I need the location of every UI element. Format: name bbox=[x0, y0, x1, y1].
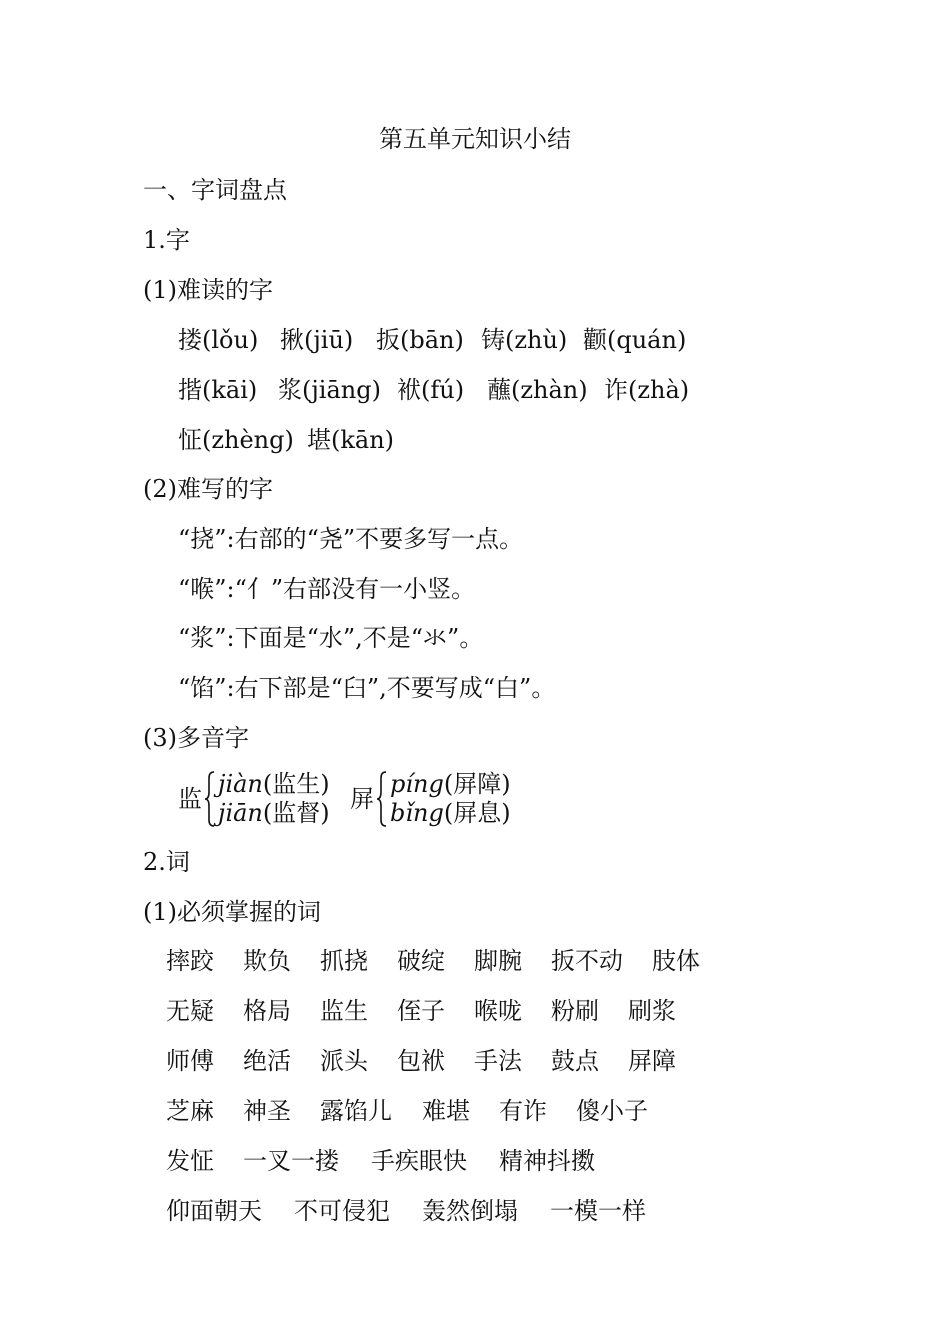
hard-read-item: 颧(quán) bbox=[583, 326, 687, 354]
word-item: 发怔 bbox=[166, 1147, 214, 1175]
example-word: (监生) bbox=[262, 770, 330, 798]
word-item: 屏障 bbox=[628, 1047, 676, 1075]
hard-write-note: “浆”:下面是“水”,不是“氺”。 bbox=[178, 624, 484, 652]
word-item: 抓挠 bbox=[320, 947, 368, 975]
word-item: 侄子 bbox=[397, 997, 445, 1025]
hard-read-item: 蘸(zhàn) bbox=[487, 376, 588, 404]
subsection-heading-characters: 1.字 bbox=[143, 226, 190, 254]
hard-read-item: 诈(zhà) bbox=[604, 376, 690, 404]
hard-write-note: “喉”:“亻”右部没有一小竖。 bbox=[178, 575, 476, 603]
polyphonic-group bbox=[350, 770, 511, 828]
heading-must-master: (1)必须掌握的词 bbox=[143, 898, 321, 926]
word-item: 摔跤 bbox=[166, 947, 214, 975]
word-item: 扳不动 bbox=[551, 947, 623, 975]
word-item: 派头 bbox=[320, 1047, 368, 1075]
page-title: 第五单元知识小结 bbox=[379, 125, 571, 153]
word-item: 手法 bbox=[474, 1047, 522, 1075]
example-word: (屏障) bbox=[443, 770, 511, 798]
word-item: 破绽 bbox=[397, 947, 445, 975]
word-row bbox=[166, 1146, 595, 1176]
hard-read-item: 铸(zhù) bbox=[481, 326, 568, 354]
word-item: 手疾眼快 bbox=[371, 1147, 467, 1175]
word-item: 精神抖擞 bbox=[499, 1147, 595, 1175]
polyphonic-reading bbox=[218, 799, 330, 828]
heading-hard-to-write: (2)难写的字 bbox=[143, 475, 273, 503]
word-item: 一叉一搂 bbox=[243, 1147, 339, 1175]
word-item: 粉刷 bbox=[551, 997, 599, 1025]
word-item: 鼓点 bbox=[551, 1047, 599, 1075]
pinyin: bǐng bbox=[390, 799, 444, 827]
hard-read-row bbox=[178, 375, 689, 405]
curly-brace-icon bbox=[204, 770, 216, 828]
section-heading-vocabulary: 一、字词盘点 bbox=[143, 176, 287, 204]
hard-write-note: “馅”:右下部是“臼”,不要写成“白”。 bbox=[178, 674, 556, 702]
word-item: 师傅 bbox=[166, 1047, 214, 1075]
hard-read-item: 揩(kāi) bbox=[178, 376, 258, 404]
word-item: 一模一样 bbox=[550, 1197, 646, 1225]
polyphonic-group bbox=[178, 770, 330, 828]
polyphonic-reading bbox=[390, 799, 511, 828]
hard-read-item: 搂(lǒu) bbox=[178, 326, 259, 354]
polyphonic-char: 屏 bbox=[350, 785, 374, 813]
word-item: 傻小子 bbox=[576, 1097, 648, 1125]
word-item: 欺负 bbox=[243, 947, 291, 975]
word-item: 包袱 bbox=[397, 1047, 445, 1075]
heading-hard-to-read: (1)难读的字 bbox=[143, 276, 273, 304]
polyphonic-reading bbox=[218, 770, 330, 799]
word-item: 仰面朝天 bbox=[166, 1197, 262, 1225]
word-item: 露馅儿 bbox=[320, 1097, 392, 1125]
word-item: 芝麻 bbox=[166, 1097, 214, 1125]
example-word: (监督) bbox=[262, 799, 330, 827]
heading-polyphonic: (3)多音字 bbox=[143, 724, 249, 752]
word-item: 有诈 bbox=[499, 1097, 547, 1125]
hard-read-row bbox=[178, 425, 394, 455]
hard-write-note: “挠”:右部的“尧”不要多写一点。 bbox=[178, 525, 524, 553]
example-word: (屏息) bbox=[443, 799, 511, 827]
hard-read-item: 堪(kān) bbox=[307, 426, 395, 454]
word-item: 肢体 bbox=[652, 947, 700, 975]
word-item: 喉咙 bbox=[474, 997, 522, 1025]
word-item: 无疑 bbox=[166, 997, 214, 1025]
word-item: 刷浆 bbox=[628, 997, 676, 1025]
word-item: 轰然倒塌 bbox=[422, 1197, 518, 1225]
word-item: 绝活 bbox=[243, 1047, 291, 1075]
polyphonic-reading bbox=[390, 770, 511, 799]
curly-brace-icon bbox=[376, 770, 388, 828]
pinyin: jiān bbox=[218, 799, 263, 827]
pinyin: jiàn bbox=[218, 770, 263, 798]
word-row bbox=[166, 1096, 648, 1126]
hard-read-item: 扳(bān) bbox=[376, 326, 464, 354]
word-item: 脚腕 bbox=[474, 947, 522, 975]
word-item: 格局 bbox=[243, 997, 291, 1025]
hard-read-item: 揪(jiū) bbox=[280, 326, 354, 354]
word-row bbox=[166, 1196, 646, 1226]
word-row bbox=[166, 1046, 676, 1076]
word-row bbox=[166, 946, 700, 976]
hard-read-item: 怔(zhèng) bbox=[178, 426, 294, 454]
hard-read-row bbox=[178, 325, 686, 355]
hard-read-item: 袱(fú) bbox=[397, 376, 465, 404]
subsection-heading-words: 2.词 bbox=[143, 848, 190, 876]
pinyin: píng bbox=[390, 770, 444, 798]
word-item: 难堪 bbox=[422, 1097, 470, 1125]
word-item: 监生 bbox=[320, 997, 368, 1025]
word-row bbox=[166, 996, 676, 1026]
word-item: 不可侵犯 bbox=[294, 1197, 390, 1225]
hard-read-item: 浆(jiāng) bbox=[278, 376, 381, 404]
word-item: 神圣 bbox=[243, 1097, 291, 1125]
polyphonic-char: 监 bbox=[178, 785, 202, 813]
